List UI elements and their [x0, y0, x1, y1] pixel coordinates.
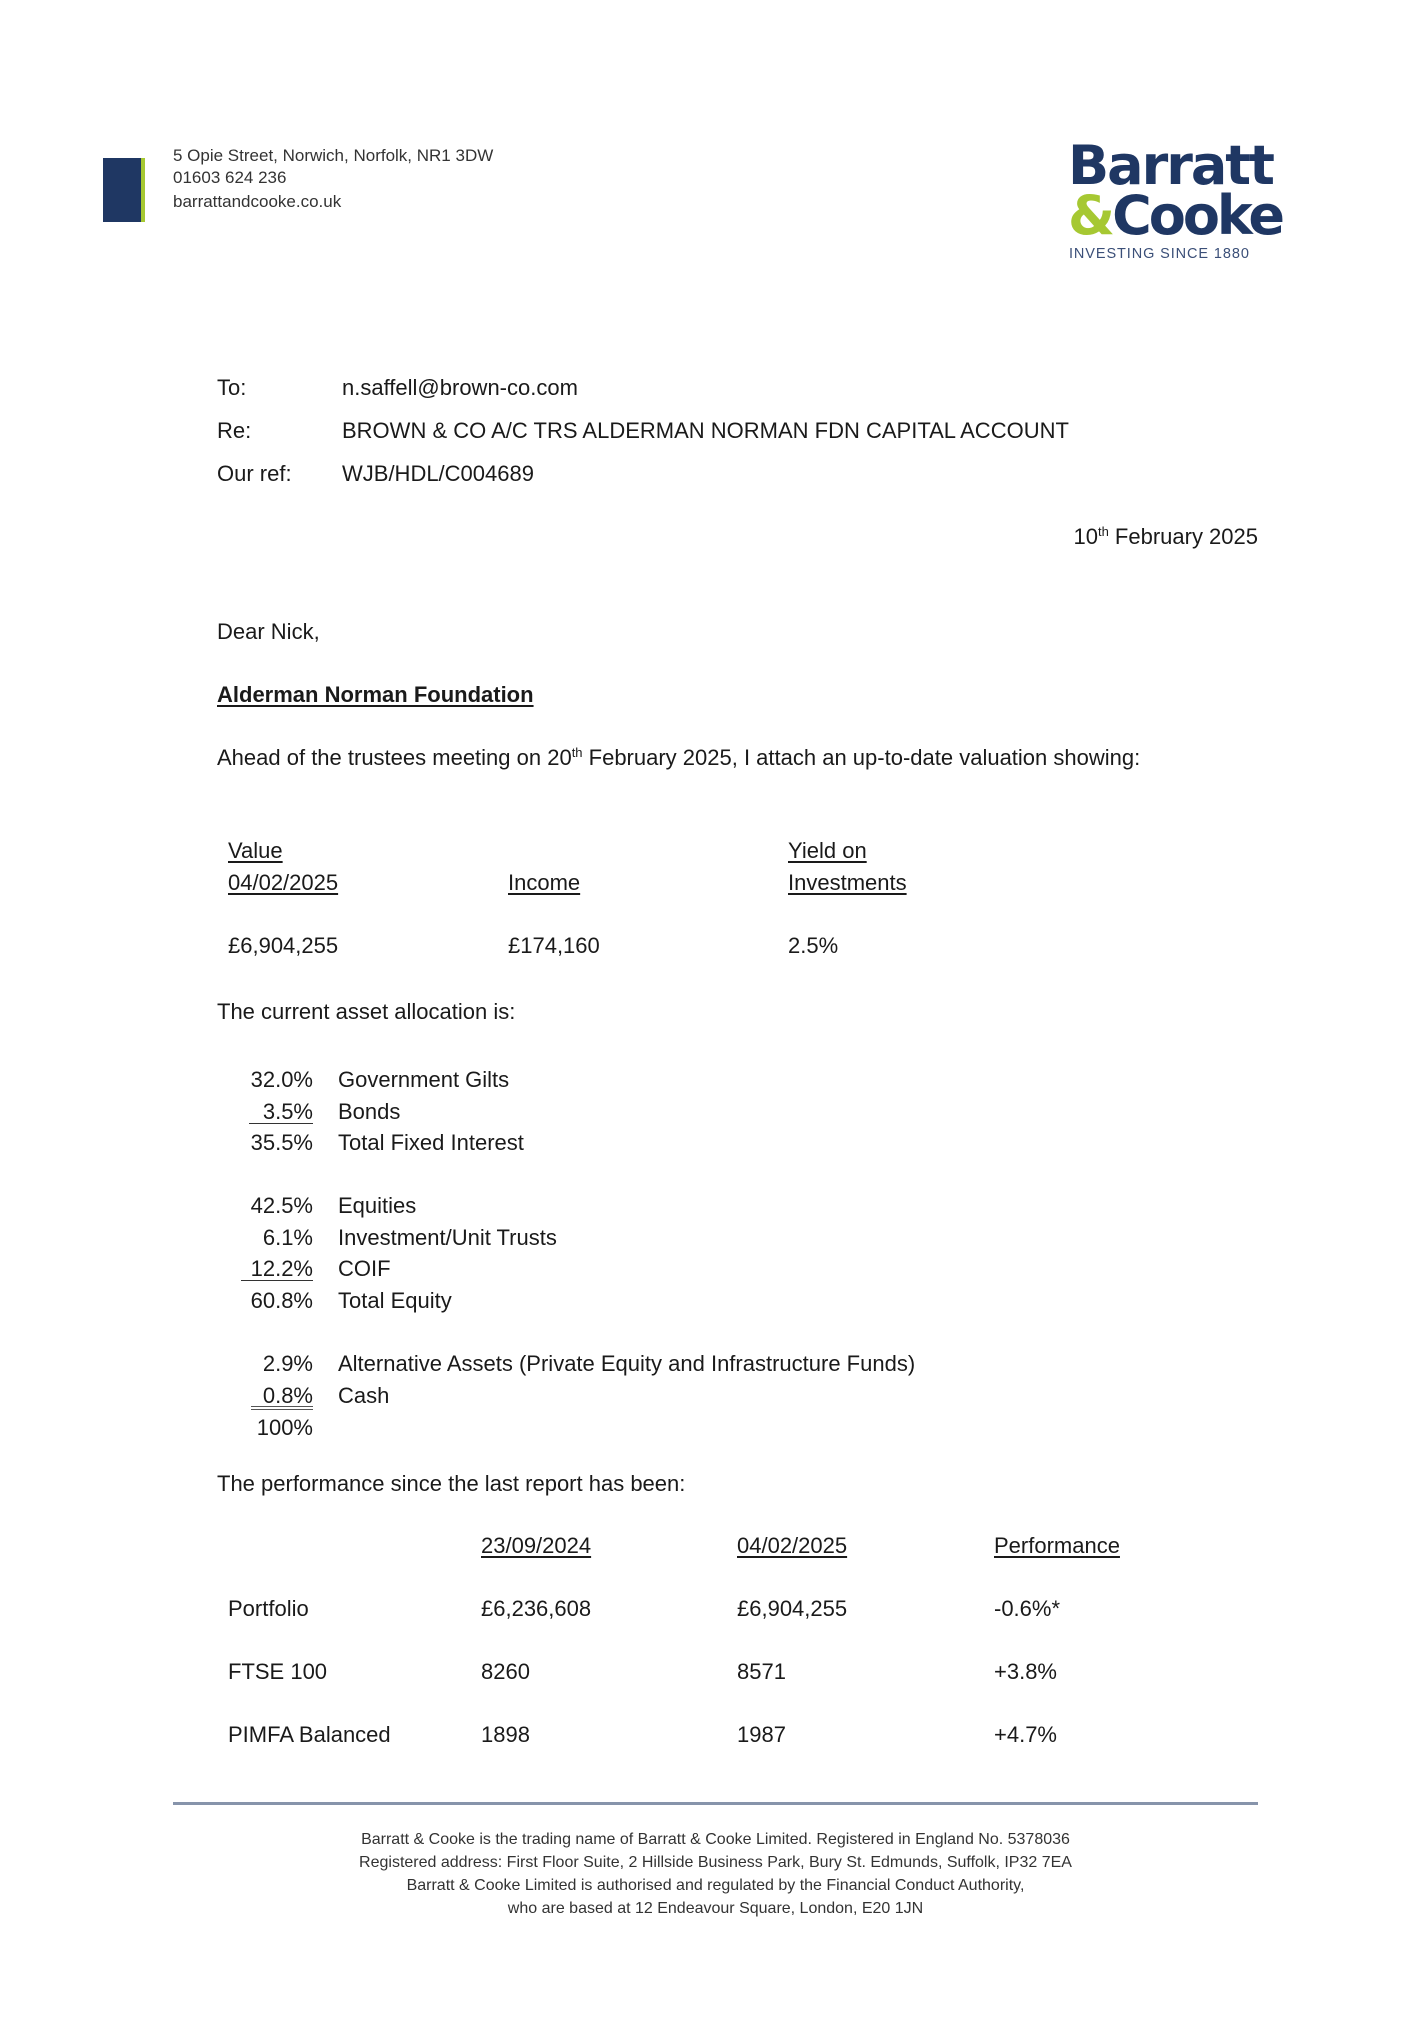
- letterhead-address: 5 Opie Street, Norwich, Norfolk, NR1 3DW: [173, 146, 494, 165]
- performance-cell: 1898: [481, 1722, 530, 1747]
- letter-date: 10th February 2025: [1073, 524, 1258, 549]
- footer-line: who are based at 12 Endeavour Square, London, E20 1JN: [507, 1900, 924, 1917]
- valuation-header-yield-l1: Yield on: [788, 838, 867, 863]
- letterhead-phone: 01603 624 236: [173, 168, 287, 187]
- performance-cell: +4.7%: [994, 1722, 1057, 1747]
- logo-word-barratt: Barratt: [1068, 134, 1273, 197]
- performance-row-label: FTSE 100: [228, 1659, 328, 1684]
- performance-header: Performance: [994, 1533, 1120, 1558]
- valuation-header-value-l1: Value: [228, 838, 283, 863]
- allocation-total-label: Total Equity: [338, 1288, 452, 1313]
- logo-tagline: INVESTING SINCE 1880: [1069, 246, 1250, 262]
- valuation-value: £6,904,255: [228, 933, 339, 958]
- performance-row-label: Portfolio: [228, 1596, 309, 1621]
- allocation-label: Investment/Unit Trusts: [338, 1225, 557, 1250]
- allocation-total-pct: 35.5%: [250, 1130, 313, 1155]
- allocation-pct: 2.9%: [262, 1351, 313, 1376]
- allocation-pct: 0.8%: [217, 1383, 313, 1410]
- performance-cell: £6,236,608: [481, 1596, 592, 1621]
- allocation-total-label: Total Fixed Interest: [338, 1130, 524, 1155]
- allocation-total-pct: 60.8%: [250, 1288, 313, 1313]
- logo-word-cooke: &Cooke: [1068, 184, 1283, 247]
- performance-cell: -0.6%*: [994, 1596, 1061, 1621]
- footer-line: Barratt & Cooke Limited is authorised and regulated by the Financial Conduct Authority,: [406, 1877, 1025, 1894]
- performance-cell: 8571: [737, 1659, 786, 1684]
- performance-cell: £6,904,255: [737, 1596, 848, 1621]
- valuation-yield: 2.5%: [788, 933, 839, 958]
- to-label: To:: [217, 375, 247, 400]
- allocation-grand-total: 100%: [256, 1415, 313, 1440]
- ref-value: WJB/HDL/C004689: [342, 461, 534, 486]
- logo-ampersand: &: [1068, 184, 1113, 247]
- performance-cell: +3.8%: [994, 1659, 1057, 1684]
- allocation-pct: 3.5%: [217, 1099, 313, 1125]
- to-email: n.saffell@brown-co.com: [342, 375, 578, 400]
- performance-row-label: PIMFA Balanced: [228, 1722, 391, 1747]
- allocation-label: Alternative Assets (Private Equity and Infrastructure Funds): [338, 1351, 916, 1376]
- re-label: Re:: [217, 418, 252, 443]
- footer-line: Barratt & Cooke is the trading name of Barratt & Cooke Limited. Registered in England No. 5378036: [361, 1831, 1070, 1848]
- allocation-label: Government Gilts: [338, 1067, 510, 1092]
- subject-heading: Alderman Norman Foundation: [217, 682, 534, 707]
- allocation-pct: 12.2%: [217, 1256, 313, 1282]
- valuation-header-value-l2: 04/02/2025: [228, 870, 339, 895]
- performance-intro: The performance since the last report has been:: [217, 1471, 686, 1496]
- ref-label: Our ref:: [217, 461, 292, 486]
- footer-line: Registered address: First Floor Suite, 2 Hillside Business Park, Bury St. Edmunds, Suffolk, IP32 7EA: [359, 1854, 1072, 1871]
- footer-legal-text: [173, 1828, 1258, 1920]
- re-subject: BROWN & CO A/C TRS ALDERMAN NORMAN FDN CAPITAL ACCOUNT: [342, 418, 1069, 443]
- allocation-label: Equities: [338, 1193, 417, 1218]
- allocation-pct: 32.0%: [250, 1067, 313, 1092]
- allocation-intro: The current asset allocation is:: [217, 999, 516, 1024]
- valuation-header-income: Income: [508, 870, 581, 895]
- valuation-header-yield-l2: Investments: [788, 870, 907, 895]
- allocation-pct: 42.5%: [250, 1193, 313, 1218]
- letterhead-color-block: [103, 158, 145, 222]
- footer-divider: [173, 1802, 1258, 1805]
- allocation-label: Cash: [338, 1383, 390, 1408]
- performance-header: 23/09/2024: [481, 1533, 592, 1558]
- allocation-label: Bonds: [338, 1099, 401, 1124]
- allocation-pct: 6.1%: [262, 1225, 313, 1250]
- allocation-label: COIF: [338, 1256, 391, 1281]
- letterhead-website: barrattandcooke.co.uk: [173, 192, 342, 211]
- performance-cell: 8260: [481, 1659, 530, 1684]
- performance-header: 04/02/2025: [737, 1533, 848, 1558]
- intro-paragraph: Ahead of the trustees meeting on 20th February 2025, I attach an up-to-date valuation showing:: [217, 745, 1141, 770]
- valuation-income: £174,160: [508, 933, 600, 958]
- performance-cell: 1987: [737, 1722, 786, 1747]
- greeting: Dear Nick,: [217, 619, 320, 644]
